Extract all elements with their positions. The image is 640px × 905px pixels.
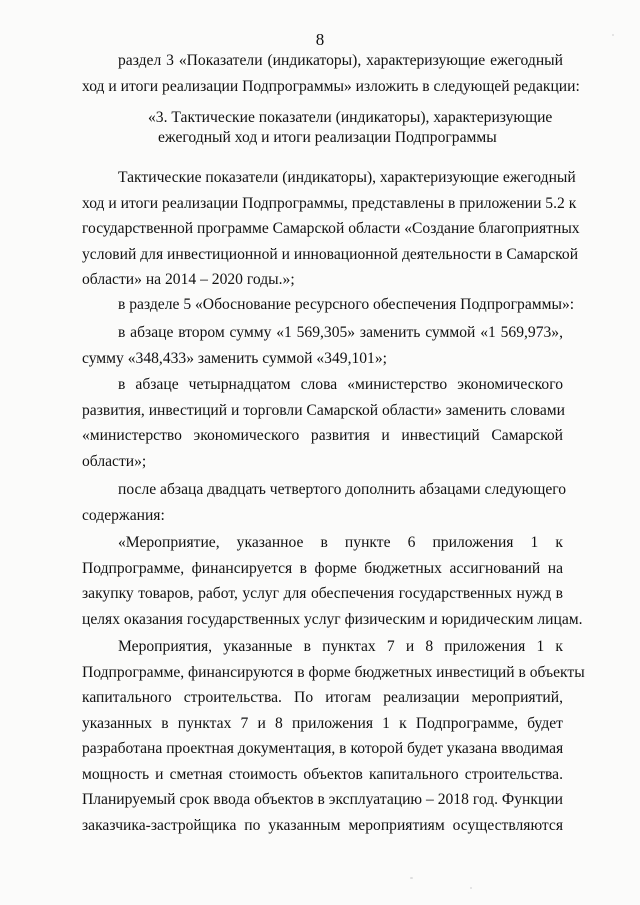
text-line: Подпрограмме, финансируется в форме бюджетных ассигнований на — [82, 559, 563, 577]
scan-speck — [410, 877, 413, 879]
heading-line: ежегодный ход и итоги реализации Подпрограммы — [158, 129, 497, 146]
text-line: указанных в пунктах 7 и 8 приложения 1 к Подпрограмме, будет — [82, 714, 563, 732]
text-line: Тактические показатели (индикаторы), характеризующие ежегодный — [118, 169, 576, 186]
text-line: целях оказания государственных услуг физическим и юридическим лицам. — [82, 610, 583, 628]
section-heading — [148, 108, 558, 148]
text-line: после абзаца двадцать четвертого дополнить абзацами следующего — [118, 481, 567, 498]
text-line: мощность и сметная стоимость объектов капитального строительства. — [82, 765, 563, 783]
heading-line: «3. Тактические показатели (индикаторы), характеризующие — [148, 109, 553, 126]
paragraph-section5 — [82, 292, 575, 318]
text-line: сумму «348,433» заменить суммой «349,101»; — [82, 349, 387, 367]
text-line: в абзаце втором сумму «1 569,305» заменить суммой «1 569,973», — [118, 324, 563, 341]
text-line: разработана проектная документация, в которой будет указана вводимая — [82, 740, 564, 757]
text-line: развития, инвестиций и торговли Самарской области» заменить словами — [82, 401, 565, 419]
intro-paragraph — [82, 48, 580, 99]
text-line: условий для инвестиционной и инновационной деятельности в Самарской — [82, 245, 579, 263]
text-line: «Мероприятие, указанное в пункте 6 приложения 1 к — [118, 534, 563, 551]
text-line: в разделе 5 «Обоснование ресурсного обеспечения Подпрограммы»: — [118, 296, 575, 313]
paragraph-ministry-rename — [82, 372, 563, 474]
text-line: Планируемый срок ввода объектов в эксплуатацию – 2018 год. Функции — [82, 791, 563, 808]
text-line: заказчика-застройщика по указанным мероприятиям осуществляются — [82, 816, 563, 834]
text-line: области»; — [82, 452, 147, 470]
text-line: раздел 3 «Показатели (индикаторы), характеризующие ежегодный — [118, 52, 563, 69]
text-line: Мероприятия, указанные в пунктах 7 и 8 приложения 1 к — [118, 638, 563, 655]
text-line: закупку товаров, работ, услуг для обеспечения государственных нужд в — [82, 585, 563, 602]
paragraph-tactical-indicators — [82, 165, 580, 293]
text-line: ход и итоги реализации Подпрограммы, представлены в приложении 5.2 к — [82, 194, 577, 212]
paragraph-sum-replacement — [82, 320, 563, 371]
paragraph-add-after — [82, 477, 567, 528]
text-line: в абзаце четырнадцатом слова «министерство экономического — [118, 376, 563, 393]
text-line: государственной программе Самарской области «Создание благоприятных — [82, 220, 580, 237]
paragraph-measure-6 — [82, 530, 583, 632]
text-line: ход и итоги реализации Подпрограммы» изложить в следующей редакции: — [82, 77, 580, 95]
paragraph-measures-7-8 — [82, 634, 585, 838]
scan-speck — [612, 34, 614, 36]
page-number: 8 — [315, 30, 325, 49]
text-line: капитального строительства. По итогам реализации мероприятий, — [82, 689, 563, 706]
text-line: «министерство экономического развития и инвестиций Самарской — [82, 427, 563, 444]
scan-speck — [470, 887, 472, 889]
text-line: содержания: — [82, 506, 165, 524]
text-line: Подпрограмме, финансируются в форме бюджетных инвестиций в объекты — [82, 663, 585, 681]
text-line: области» на 2014 – 2020 годы.»; — [82, 271, 295, 288]
